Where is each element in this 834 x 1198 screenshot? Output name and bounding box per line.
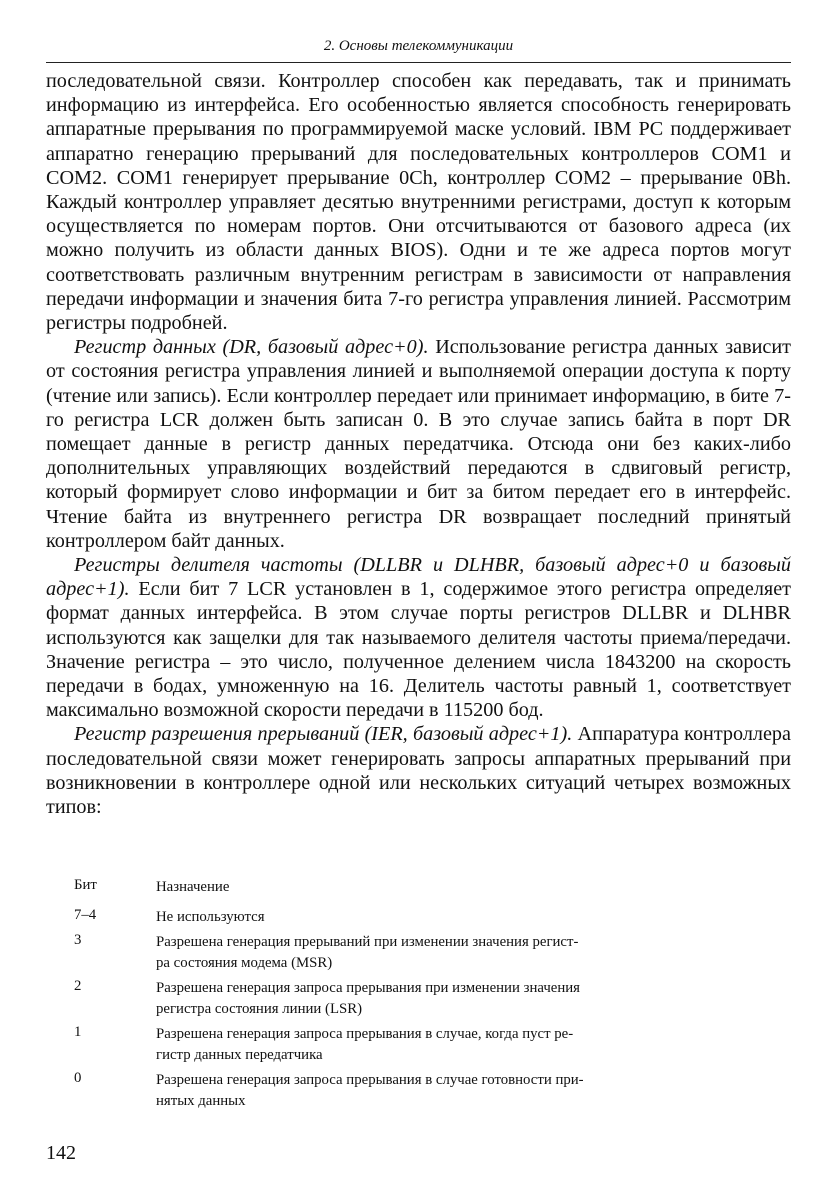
bit-value: 2	[74, 978, 82, 994]
paragraph-data-register	[46, 335, 791, 553]
bit-table-row	[46, 978, 746, 1020]
bit-value: 1	[74, 1024, 82, 1040]
bit-meaning: Разрешена генерация запроса прерывания при изменении значения регистра состояния линии (LSR)	[156, 980, 580, 1017]
running-header: 2. Основы телекоммуникации	[323, 38, 514, 54]
bit-meaning: Разрешена генерация запроса прерывания в случае, когда пуст ре- гистр данных передатчика	[156, 1026, 574, 1063]
bit-table-rows	[46, 907, 746, 1112]
bit-meaning: Разрешена генерация запроса прерывания в случае готовности при- нятых данных	[156, 1072, 584, 1109]
bit-column-header: Бит	[74, 877, 97, 893]
bit-value: 0	[74, 1070, 82, 1086]
paragraph-divisor-registers	[46, 553, 791, 722]
bit-table	[46, 877, 746, 1116]
bit-table-row	[46, 932, 746, 974]
page-number: 142	[46, 1142, 76, 1164]
meaning-column-header: Назначение	[156, 879, 230, 895]
paragraph-interrupt-enable	[46, 722, 791, 819]
paragraph-divisor-registers-text: Если бит 7 LCR установлен в 1, содержимое этого регистра определяет формат данных интерфейса. В этом случае порты регистров DLLBR и DLHBR используются как защелки для так называемого делителя частоты приема/передачи. Значение регистра – это число, полученное делением числа 1843200 на скорость передачи в бодах, умноженную на 16. Делитель частоты равный 1, соответствует максимально возможной скорости передачи в 115200 бод.	[46, 578, 791, 722]
header-rule	[46, 62, 791, 63]
paragraph-1-text: последовательной связи. Контроллер способен как передавать, так и принимать информацию из интерфейса. Его особенностью является способность генерировать аппаратные прерывания по программируемой маске условий. IBM PC поддерживает аппаратно генерацию прерываний для последовательных контроллеров COM1 и COM2. COM1 генерирует прерывание 0Ch, контроллер COM2 – прерывание 0Bh. Каждый контроллер управляет десятью внутренними регистрами, доступ к которым осуществляется по номерам портов. Они отсчитываются от базового адреса (их можно получить из области данных BIOS). Одни и те же адреса портов могут соответствовать различным внутренним регистрам в зависимости от направления передачи информации и значения бита 7-го регистра управления линией. Рассмотрим регистры подробней.	[46, 70, 791, 335]
bit-table-row	[46, 907, 746, 928]
bit-meaning: Разрешена генерация прерываний при изменении значения регист- ра состояния модема (MSR)	[156, 934, 579, 971]
bit-table-row	[46, 1024, 746, 1066]
term-divisor-registers: Регистры делителя частоты (DLLBR и DLHBR, базовый адрес+0 и базовый адрес+1).	[46, 554, 791, 601]
body-text	[46, 69, 791, 819]
paragraph-1	[46, 69, 791, 335]
bit-table-header	[46, 877, 746, 898]
bit-table-row	[46, 1070, 746, 1112]
paragraph-data-register-text: Использование регистра данных зависит от состояния регистра управления линией и выполняемой операции доступа к порту (чтение или запись). Если контроллер передает или принимает информацию, в бите 7-го регистра LCR должен быть записан 0. В это случае запись байта в порт DR помещает данные в регистр данных передатчика. Отсюда они без каких-либо дополнительных управляющих воздействий передаются в сдвиговый регистр, который формирует слово информации и бит за битом передает его в интерфейс. Чтение байта из внутреннего регистра DR возвращает последний принятый контроллером байт данных.	[46, 336, 791, 552]
term-data-register: Регистр данных (DR, базовый адрес+0).	[74, 336, 429, 359]
bit-value: 7–4	[74, 907, 97, 923]
paragraph-interrupt-enable-text: Аппаратура контроллера последовательной связи может генерировать запросы аппаратных прерываний при возникновении в контроллере одной или нескольких ситуаций четырех возможных типов:	[46, 723, 791, 819]
bit-meaning: Не используются	[156, 909, 265, 925]
bit-value: 3	[74, 932, 82, 948]
term-interrupt-enable: Регистр разрешения прерываний (IER, базовый адрес+1).	[74, 723, 573, 746]
